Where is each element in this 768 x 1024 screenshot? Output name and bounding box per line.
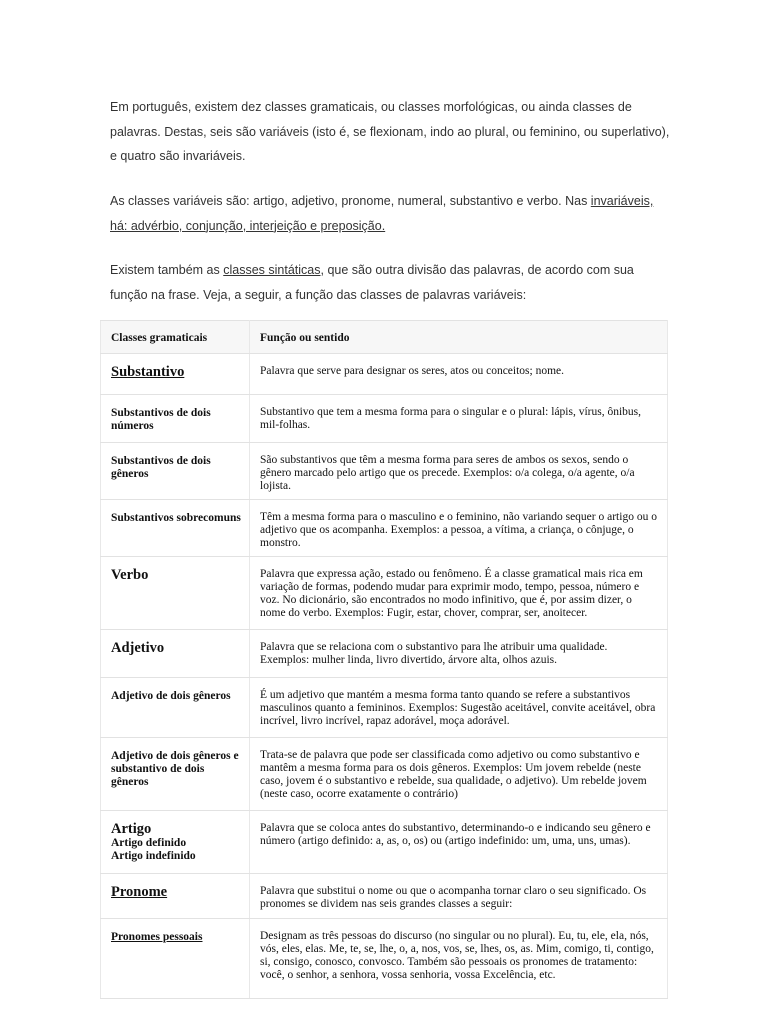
row-description: Palavra que expressa ação, estado ou fenômeno. É a classe gramatical mais rica em variação de formas, podendo mudar para exprimir modo, tempo, pessoa, número e voz. No dicionário, são encontrados no modo infinitivo, que é, por assim dizer, o nome do verbo. Exemplos: Fugir, estar, chover, comprar, ser, anoitecer. <box>260 568 643 619</box>
intro-text-2: As classes variáveis são: artigo, adjetivo, pronome, numeral, substantivo e verbo. Nas <box>110 194 591 208</box>
row-sublabel-definido: Artigo definido <box>111 837 187 849</box>
table-row <box>101 500 668 557</box>
table-row <box>101 354 668 395</box>
invariaveis-link[interactable]: invariáveis, há: advérbio, conjunção, interjeição e preposição. <box>110 194 654 233</box>
classes-sintaticas-link[interactable]: classes sintáticas <box>223 263 321 277</box>
table-row <box>101 811 668 874</box>
table-row <box>101 919 668 999</box>
intro-text-3b: , que são outra divisão das palavras, de acordo com sua função na frase. Veja, a seguir, a função das classes de palavras variáveis: <box>110 263 634 302</box>
row-sublabel-indefinido: Artigo indefinido <box>111 850 196 862</box>
row-label: Verbo <box>111 567 149 583</box>
row-description: É um adjetivo que mantém a mesma forma tanto quando se refere a substantivos masculinos quanto a femininos. Exemplos: Sugestão aceitável, convite aceitável, obra incrível, livro incrível, rapaz adorável, moça adorável. <box>260 689 656 727</box>
table-row <box>101 395 668 443</box>
table-row <box>101 678 668 738</box>
intro-paragraph-3 <box>110 258 670 307</box>
row-label[interactable]: Pronome <box>111 884 168 900</box>
table-header-row <box>101 321 668 354</box>
row-label: Artigo <box>111 821 152 837</box>
row-description: São substantivos que têm a mesma forma para seres de ambos os sexos, sendo o gênero marcado pelo artigo que os precede. Exemplos: o/a colega, o/a agente, o/a lojista. <box>260 454 635 492</box>
row-description: Palavra que substitui o nome ou que o acompanha tornar claro o seu significado. Os pronomes se dividem nas seis grandes classes a seguir: <box>260 885 647 910</box>
row-description: Palavra que se coloca antes do substantivo, determinando-o e indicando seu gênero e número (artigo definido: a, as, o, os) ou (artigo indefinido: um, uma, uns, umas). <box>260 822 651 847</box>
row-description: Palavra que serve para designar os seres, atos ou conceitos; nome. <box>260 365 565 377</box>
row-label: Adjetivo de dois gêneros <box>111 690 231 702</box>
row-label: Adjetivo <box>111 640 165 656</box>
header-classes: Classes gramaticais <box>111 332 208 344</box>
table-row <box>101 443 668 500</box>
row-label: Substantivos sobrecomuns <box>111 512 241 524</box>
row-description: Designam as três pessoas do discurso (no singular ou no plural). Eu, tu, ele, ela, nós, vós, eles, elas. Me, te, se, lhe, o, a, nos, vos, se, lhes, os, as. Mim, comigo, ti, contigo, si, consigo, conosco, convosco. Também são pessoais os pronomes de tratamento: você, o senhor, a senhora, vossa senhoria, vossa Excelência, etc. <box>260 930 654 981</box>
intro-paragraph-2 <box>110 189 670 238</box>
intro-paragraph-1 <box>110 95 670 169</box>
row-label[interactable]: Substantivo <box>111 364 185 380</box>
intro-text-1: Em português, existem dez classes gramaticais, ou classes morfológicas, ou ainda classes de palavras. Destas, seis são variáveis (isto é, se flexionam, indo ao plural, ou feminino, ou superlativo), e quatro são invariáveis. <box>110 100 670 163</box>
row-label[interactable]: Pronomes pessoais <box>111 931 203 943</box>
row-description: Têm a mesma forma para o masculino e o feminino, não variando sequer o artigo ou o adjetivo que os acompanha. Exemplos: a pessoa, a vítima, a criança, o cônjuge, o monstro. <box>260 511 657 549</box>
classes-table <box>100 320 668 999</box>
table-row <box>101 874 668 919</box>
row-description: Palavra que se relaciona com o substantivo para lhe atribuir uma qualidade. Exemplos: mulher linda, livro divertido, árvore alta, olhos azuis. <box>260 641 608 666</box>
table-row <box>101 630 668 678</box>
row-description: Substantivo que tem a mesma forma para o singular e o plural: lápis, vírus, ônibus, mil-folhas. <box>260 406 642 431</box>
row-label: Adjetivo de dois gêneros e substantivo de dois gêneros <box>111 750 239 788</box>
row-label: Substantivos de dois números <box>111 407 211 432</box>
table-row <box>101 557 668 630</box>
header-funcao: Função ou sentido <box>260 332 350 344</box>
intro-text-3a: Existem também as <box>110 263 224 277</box>
table-row <box>101 738 668 811</box>
row-description: Trata-se de palavra que pode ser classificada como adjetivo ou como substantivo e mantêm a mesma forma para os dois gêneros. Exemplos: Um jovem rebelde (neste caso, jovem é o substantivo e rebelde, sua qualidade, o adjetivo). Um rebelde jovem (neste caso, ocorre exatamente o contrário) <box>260 749 647 800</box>
row-label: Substantivos de dois gêneros <box>111 455 211 480</box>
